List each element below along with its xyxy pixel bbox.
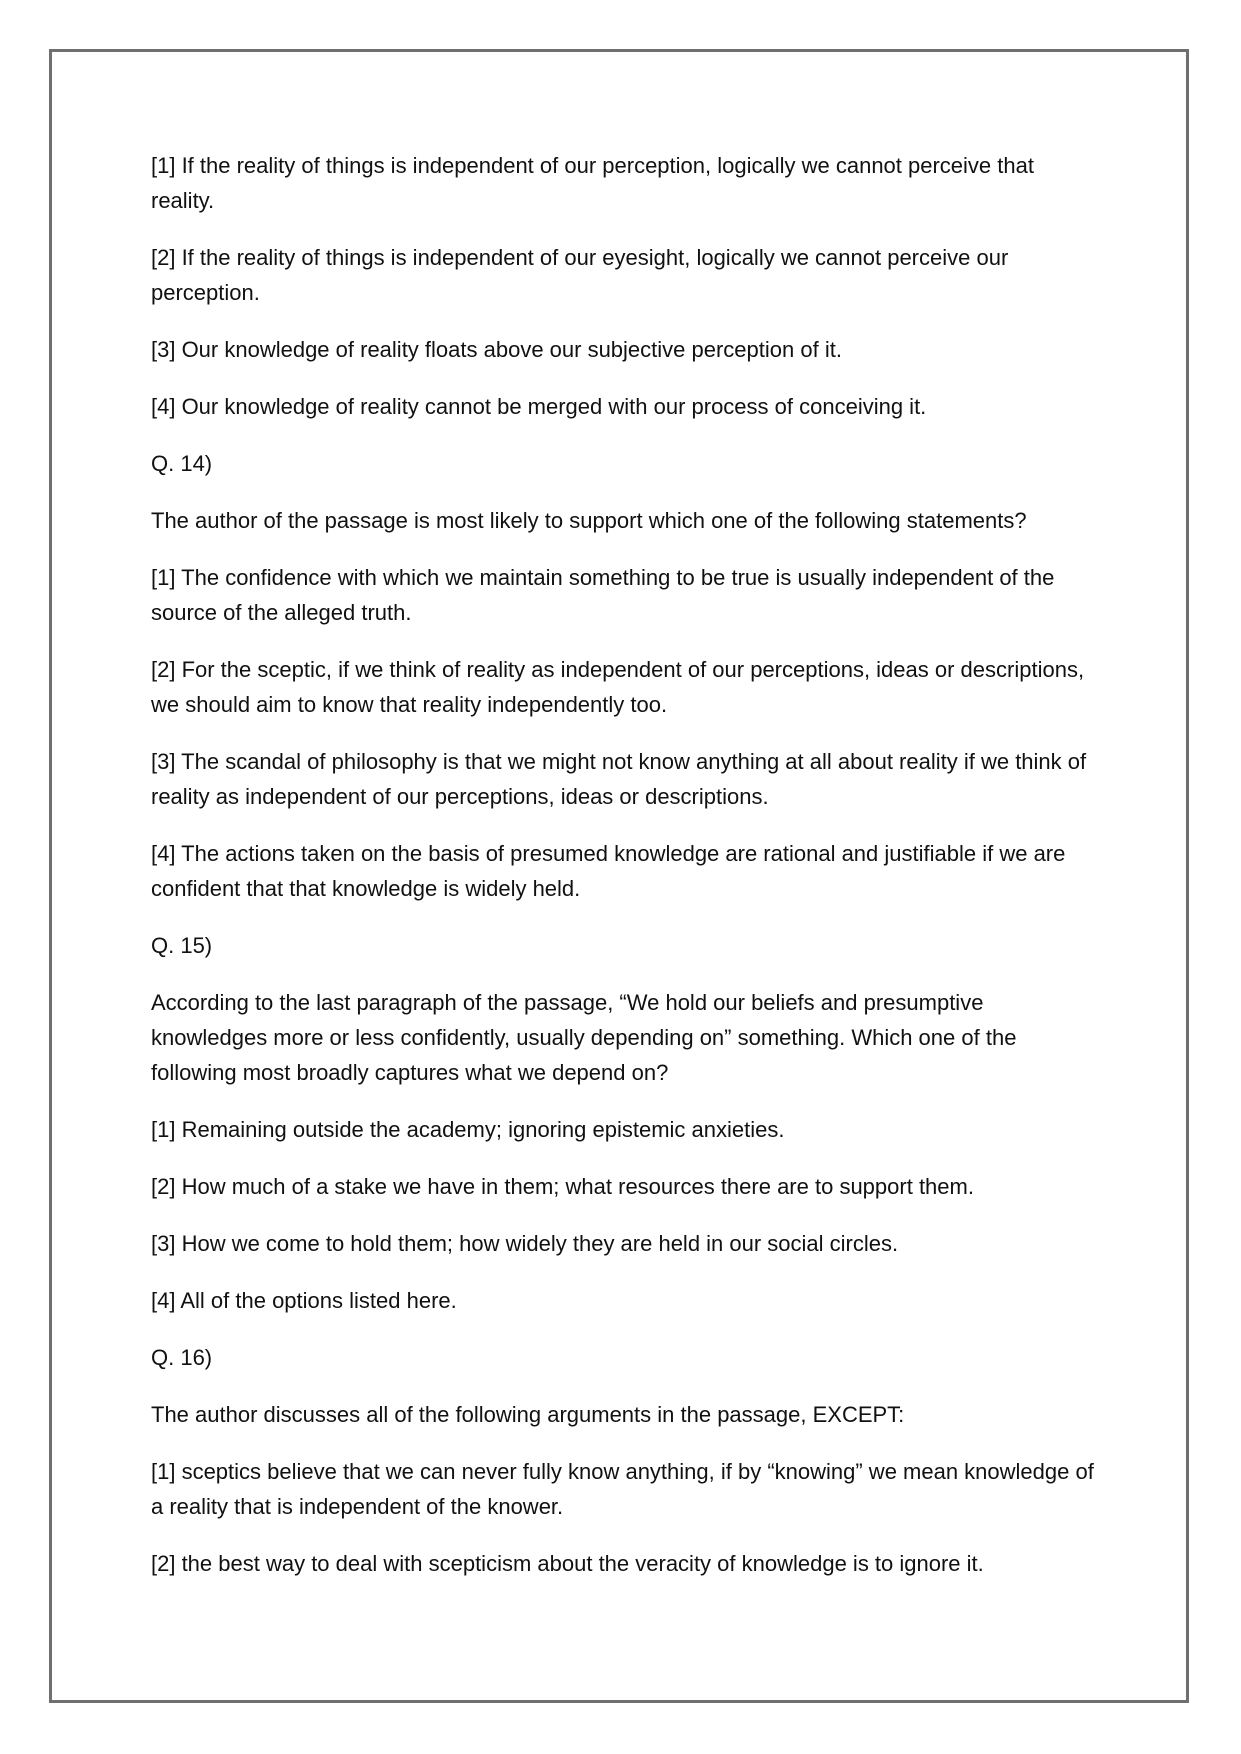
option-q13-3: [3] Our knowledge of reality floats above our subjective perception of it. <box>151 337 842 362</box>
option-q14-2: [2] For the sceptic, if we think of reality as independent of our perceptions, ideas or descriptions, we should aim to know that reality independently too. <box>151 657 1085 717</box>
question-number-14: Q. 14) <box>151 451 213 476</box>
question-15-text: According to the last paragraph of the passage, “We hold our beliefs and presumptive knowledges more or less confidently, usually depending on” something. Which one of the following most broadly captures what we depend on? <box>151 990 1017 1085</box>
option-q15-2: [2] How much of a stake we have in them; what resources there are to support them. <box>151 1174 974 1199</box>
question-number-15: Q. 15) <box>151 933 213 958</box>
question-14-text: The author of the passage is most likely to support which one of the following statements? <box>151 508 1027 533</box>
option-q15-3: [3] How we come to hold them; how widely they are held in our social circles. <box>151 1231 899 1256</box>
option-q14-4: [4] The actions taken on the basis of presumed knowledge are rational and justifiable if we are confident that that knowledge is widely held. <box>151 841 1066 901</box>
option-q14-1: [1] The confidence with which we maintain something to be true is usually independent of the source of the alleged truth. <box>151 565 1055 625</box>
question-number-16: Q. 16) <box>151 1345 213 1370</box>
document-body <box>151 148 1101 1603</box>
question-16-text: The author discusses all of the following arguments in the passage, EXCEPT: <box>151 1402 905 1427</box>
option-q13-1: [1] If the reality of things is independent of our perception, logically we cannot perceive that reality. <box>151 153 1034 213</box>
option-q15-1: [1] Remaining outside the academy; ignoring epistemic anxieties. <box>151 1117 785 1142</box>
option-q16-1: [1] sceptics believe that we can never fully know anything, if by “knowing” we mean knowledge of a reality that is independent of the knower. <box>151 1459 1094 1519</box>
option-q13-2: [2] If the reality of things is independent of our eyesight, logically we cannot perceive our perception. <box>151 245 1009 305</box>
option-q15-4: [4] All of the options listed here. <box>151 1288 457 1313</box>
option-q16-2: [2] the best way to deal with scepticism about the veracity of knowledge is to ignore it. <box>151 1551 984 1576</box>
option-q14-3: [3] The scandal of philosophy is that we might not know anything at all about reality if we think of reality as independent of our perceptions, ideas or descriptions. <box>151 749 1087 809</box>
option-q13-4: [4] Our knowledge of reality cannot be merged with our process of conceiving it. <box>151 394 927 419</box>
